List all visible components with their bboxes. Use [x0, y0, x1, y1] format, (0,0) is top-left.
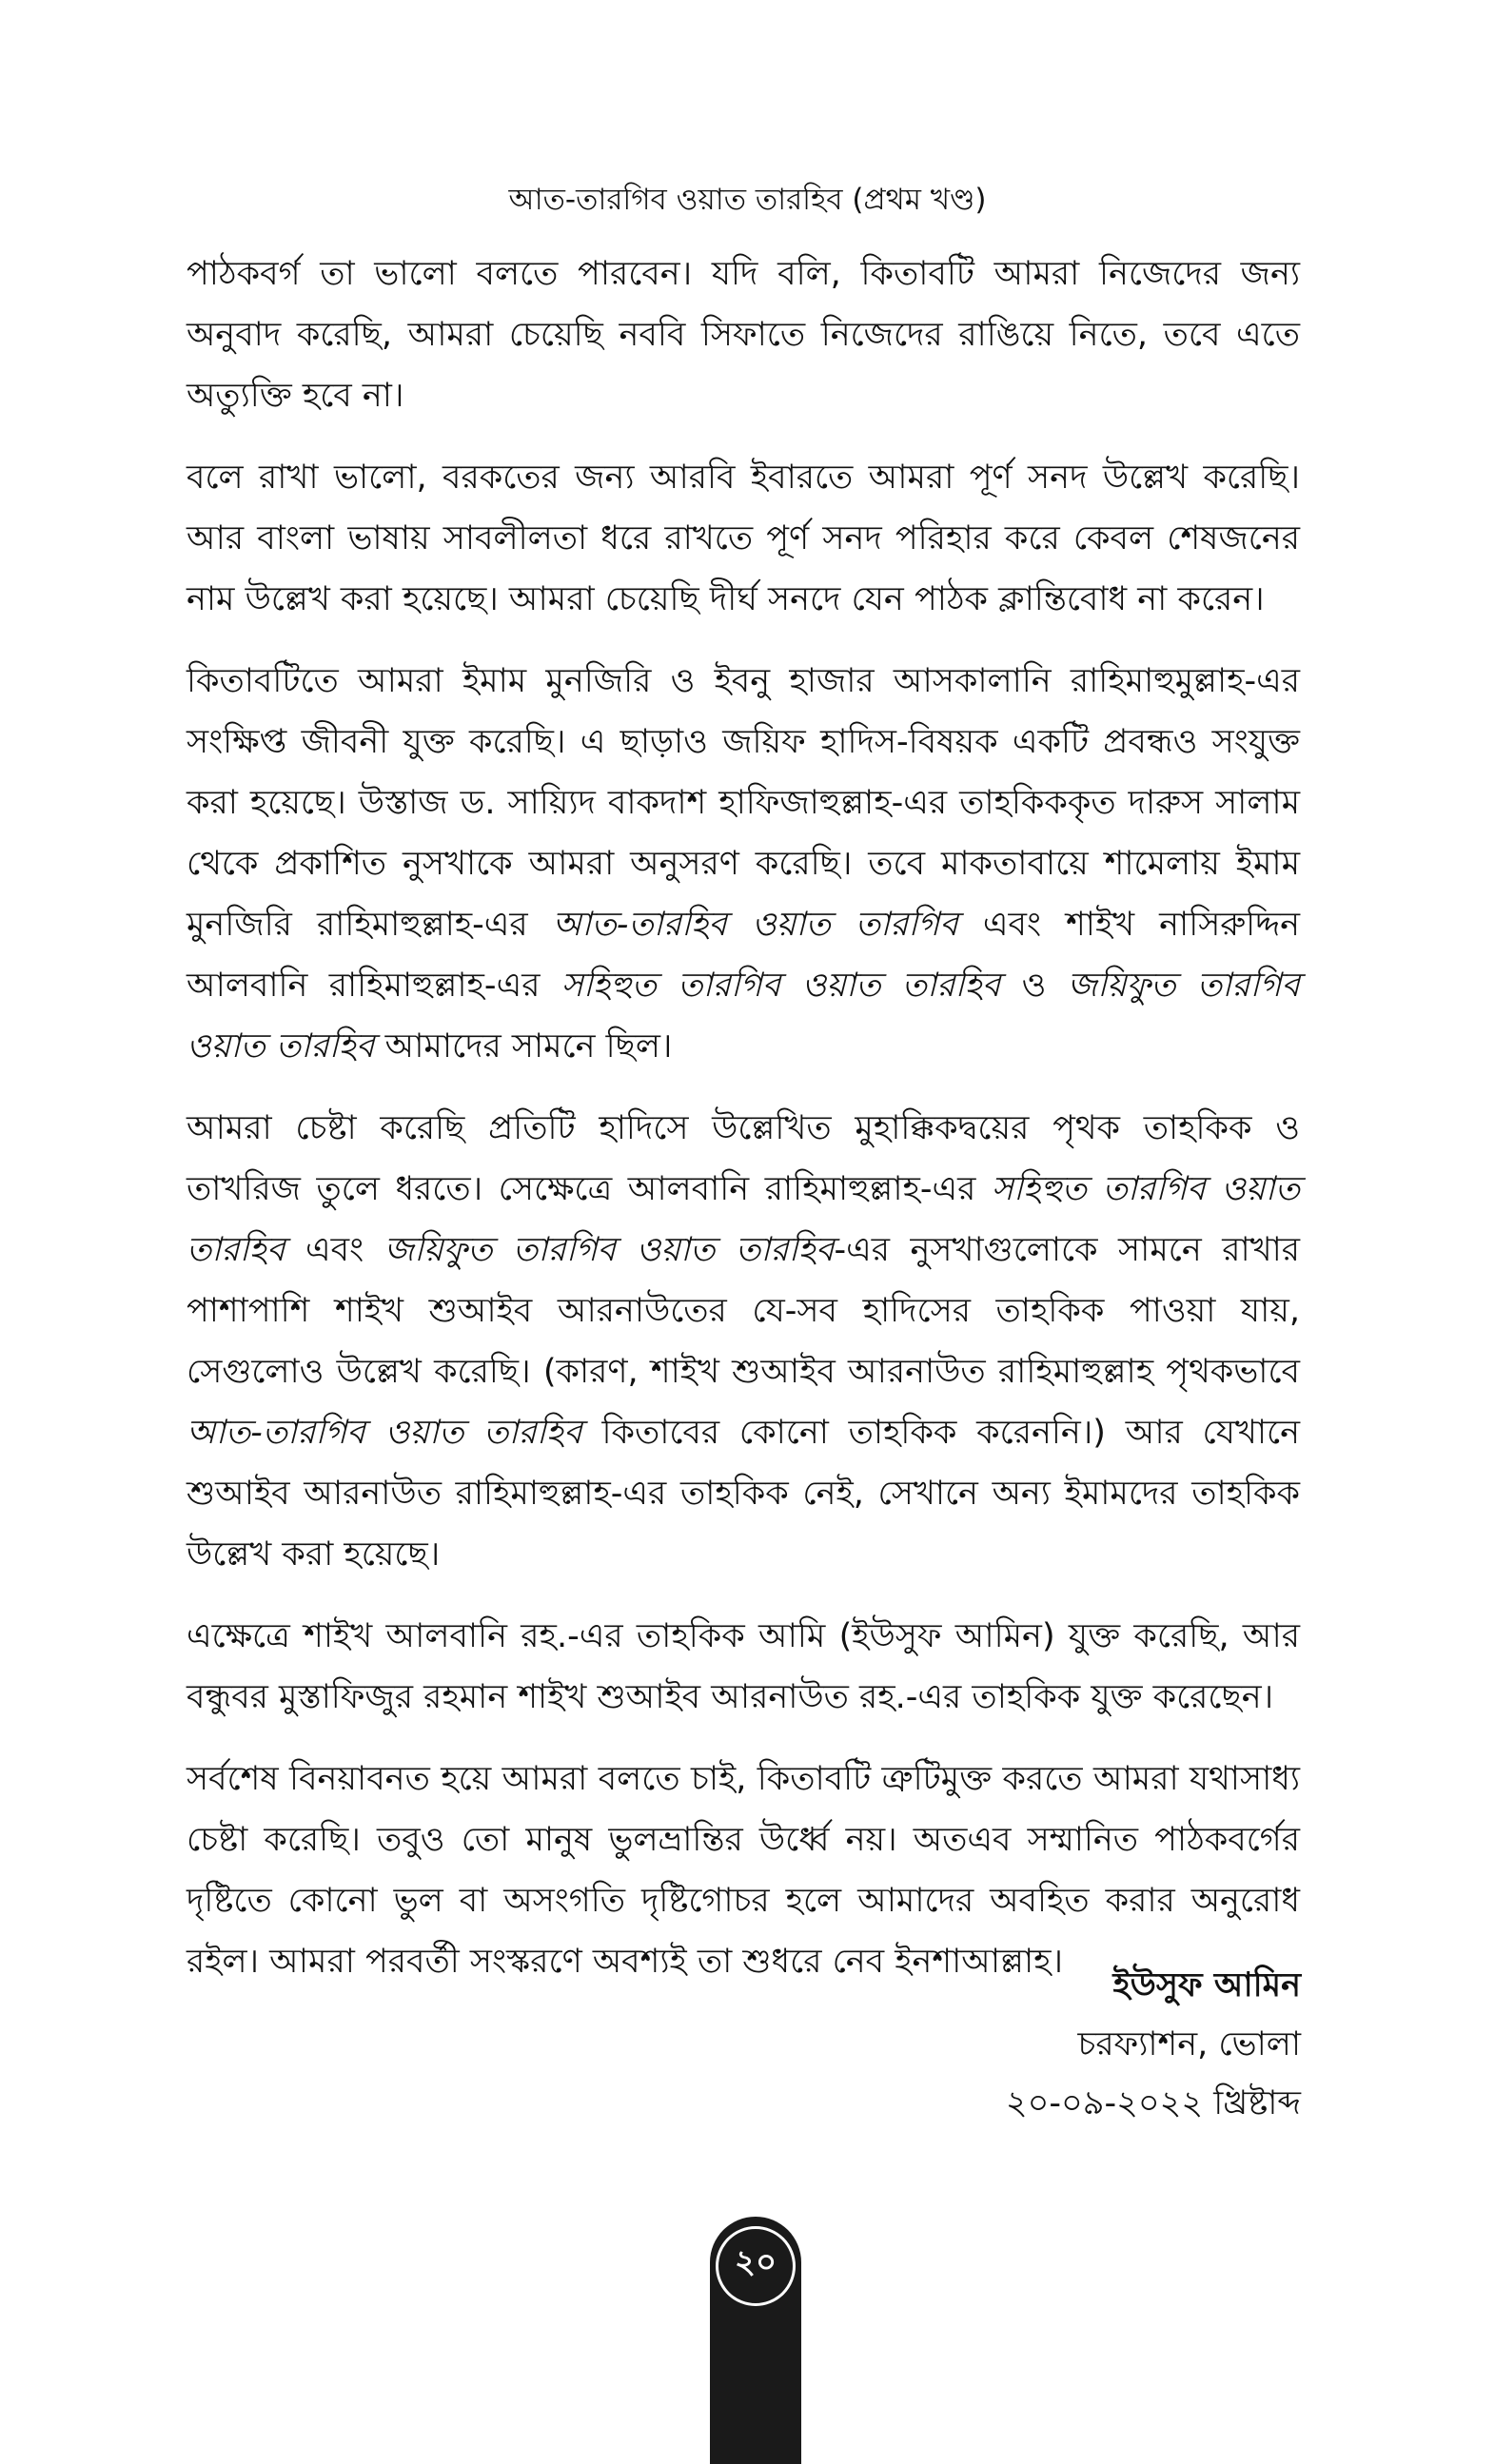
body-text — [187, 244, 1300, 2013]
paragraph-6: সর্বশেষ বিনয়াবনত হয়ে আমরা বলতে চাই, কিতাবটি ত্রুটিমুক্ত করতে আমরা যথাসাধ্য চেষ্টা করেছি। তবুও তো মানুষ ভুলভ্রান্তির উর্ধ্বে নয়। অতএব সম্মানিত পাঠকবর্গের দৃষ্টিতে কোনো ভুল বা অসংগতি দৃষ্টিগোচর হলে আমাদের অবহিত করার অনুরোধ রইল। আমরা পরবর্তী সংস্করণে অবশ্যই তা শুধরে নেব ইনশাআল্লাহ। — [187, 1760, 1300, 1981]
book-title-italic: আত-তারহিব ওয়াত তারগিব — [552, 906, 958, 944]
paragraph-3-text-1: কিতাবটিতে আমরা ইমাম মুনজিরি ও ইবনু হাজার আসকালানি রাহিমাহুমুল্লাহ-এর সংক্ষিপ্ত জীবনী যুক্ত করেছি। এ ছাড়াও জয়িফ হাদিস-বিষয়ক একটি প্রবন্ধও সংযুক্ত করা হয়েছে। উস্তাজ ড. সায়্যিদ বাকদাশ হাফিজাহুল্লাহ-এর তাহকিককৃত দারুস সালাম থেকে প্রকাশিত নুসখাকে আমরা অনুসরণ করেছি। তবে মাকতাবায়ে শামেলায় ইমাম মুনজিরি রাহিমাহুল্লাহ-এর — [187, 662, 1300, 944]
signature-block — [1006, 1956, 1301, 2133]
paragraph-5: এক্ষেত্রে শাইখ আলবানি রহ.-এর তাহকিক আমি (ইউসুফ আমিন) যুক্ত করেছি, আর বন্ধুবর মুস্তাফিজুর রহমান শাইখ শুআইব আরনাউত রহ.-এর তাহকিক যুক্ত করেছেন। — [187, 1617, 1300, 1716]
paragraph-4-text-3: -এর নুসখাগুলোকে সামনে রাখার পাশাপাশি শাইখ শুআইব আরনাউতের যে-সব হাদিসের তাহকিক পাওয়া যায়, সেগুলোও উল্লেখ করেছি। (কারণ, শাইখ শুআইব আরনাউত রাহিমাহুল্লাহ পৃথকভাবে — [187, 1231, 1301, 1391]
book-title-italic: জয়িফুত তারগিব ওয়াত তারহিব — [187, 967, 1300, 1066]
page-number: ২০ — [734, 2243, 777, 2281]
author-place: চরফ্যাশন, ভোলা — [1077, 2025, 1301, 2063]
paragraph-4-text-4: কিতাবের কোনো তাহকিক করেননি।) আর যেখানে শুআইব আরনাউত রাহিমাহুল্লাহ-এর তাহকিক নেই, সেখানে অন্য ইমামদের তাহকিক উল্লেখ করা হয়েছে। — [187, 1414, 1300, 1574]
book-title-italic: সহিহুত তারগিব ওয়াত তারহিব — [187, 1170, 1300, 1269]
paragraph-3 — [187, 651, 1300, 1077]
book-title-italic: জয়িফুত তারগিব ওয়াত তারহিব — [384, 1231, 835, 1269]
paragraph-4-text-1: আমরা চেষ্টা করেছি প্রতিটি হাদিসে উল্লেখিত মুহাক্কিকদ্বয়ের পৃথক তাহকিক ও তাখরিজ তুলে ধরতে। সেক্ষেত্রে আলবানি রাহিমাহুল্লাহ-এর — [187, 1109, 1300, 1208]
book-title-italic: আত-তারগিব ওয়াত তারহিব — [187, 1414, 582, 1452]
paragraph-4 — [187, 1098, 1300, 1585]
paragraph-4-text-2: এবং — [285, 1231, 384, 1269]
paragraph-3-text-4: আমাদের সামনে ছিল। — [374, 1027, 673, 1066]
paragraph-1: পাঠকবর্গ তা ভালো বলতে পারবেন। যদি বলি, কিতাবটি আমরা নিজেদের জন্য অনুবাদ করেছি, আমরা চেয়েছি নববি সিফাতে নিজেদের রাঙিয়ে নিতে, তবে এতে অত্যুক্তি হবে না। — [187, 255, 1300, 415]
author-name: ইউসুফ আমিন — [1112, 1966, 1301, 2004]
signature-date: ২০-০৯-২০২২ খ্রিষ্টাব্দ — [1005, 2084, 1301, 2122]
running-header: আত-তারগিব ওয়াত তারহিব (প্রথম খণ্ড) — [508, 183, 987, 217]
book-title-italic: সহিহুত তারগিব ওয়াত তারহিব — [561, 967, 1001, 1005]
paragraph-3-text-3: ও — [1000, 967, 1068, 1005]
paragraph-3-text-2: এবং শাইখ নাসিরুদ্দিন আলবানি রাহিমাহুল্লাহ-এর — [187, 906, 1300, 1005]
paragraph-2: বলে রাখা ভালো, বরকতের জন্য আরবি ইবারতে আমরা পূর্ণ সনদ উল্লেখ করেছি। আর বাংলা ভাষায় সাবলীলতা ধরে রাখতে পূর্ণ সনদ পরিহার করে কেবল শেষজনের নাম উল্লেখ করা হয়েছে। আমরা চেয়েছি দীর্ঘ সনদে যেন পাঠক ক্লান্তিবোধ না করেন। — [187, 459, 1300, 618]
